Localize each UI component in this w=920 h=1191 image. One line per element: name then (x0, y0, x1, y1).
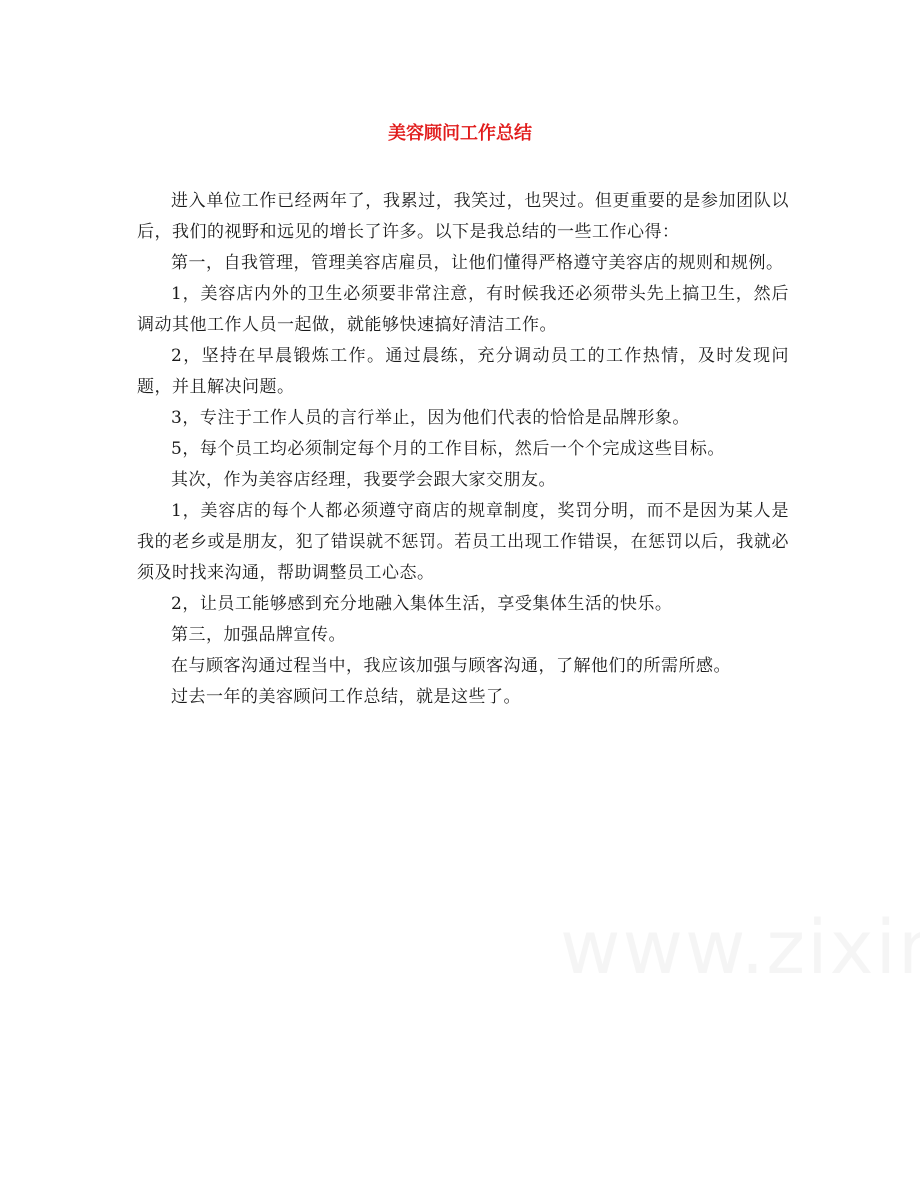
paragraph-item: 1，美容店内外的卫生必须要非常注意，有时候我还必须带头先上搞卫生，然后调动其他工作人员一起做，就能够快速搞好清洁工作。 (137, 284, 789, 335)
paragraph-item: 在与顾客沟通过程当中，我应该加强与顾客沟通，了解他们的所需所感。 (171, 656, 731, 676)
paragraph-second-point: 其次，作为美容店经理，我要学会跟大家交朋友。 (171, 470, 556, 490)
document-body (137, 186, 789, 713)
paragraph-item: 2，让员工能够感到充分地融入集体生活，享受集体生活的快乐。 (171, 594, 673, 614)
paragraph-item: 2，坚持在早晨锻炼工作。通过晨练，充分调动员工的工作热情，及时发现问题，并且解决问题。 (137, 346, 789, 397)
document-title: 美容顾问工作总结 (388, 123, 532, 144)
paragraph-item: 5，每个员工均必须制定每个月的工作目标，然后一个个完成这些目标。 (171, 439, 725, 459)
paragraph-intro: 进入单位工作已经两年了，我累过，我笑过，也哭过。但更重要的是参加团队以后，我们的视野和远见的增长了许多。以下是我总结的一些工作心得： (137, 191, 789, 242)
paragraph-closing: 过去一年的美容顾问工作总结，就是这些了。 (171, 687, 521, 707)
watermark (560, 905, 920, 991)
paragraph-item: 3，专注于工作人员的言行举止，因为他们代表的恰恰是品牌形象。 (171, 408, 690, 428)
paragraph-item: 1，美容店的每个人都必须遵守商店的规章制度，奖罚分明，而不是因为某人是我的老乡或是朋友，犯了错误就不惩罚。若员工出现工作错误，在惩罚以后，我就必须及时找来沟通，帮助调整员工心态。 (137, 501, 789, 583)
paragraph-first-point: 第一，自我管理，管理美容店雇员，让他们懂得严格遵守美容店的规则和规例。 (171, 253, 784, 273)
paragraph-third-point: 第三，加强品牌宣传。 (171, 625, 346, 645)
